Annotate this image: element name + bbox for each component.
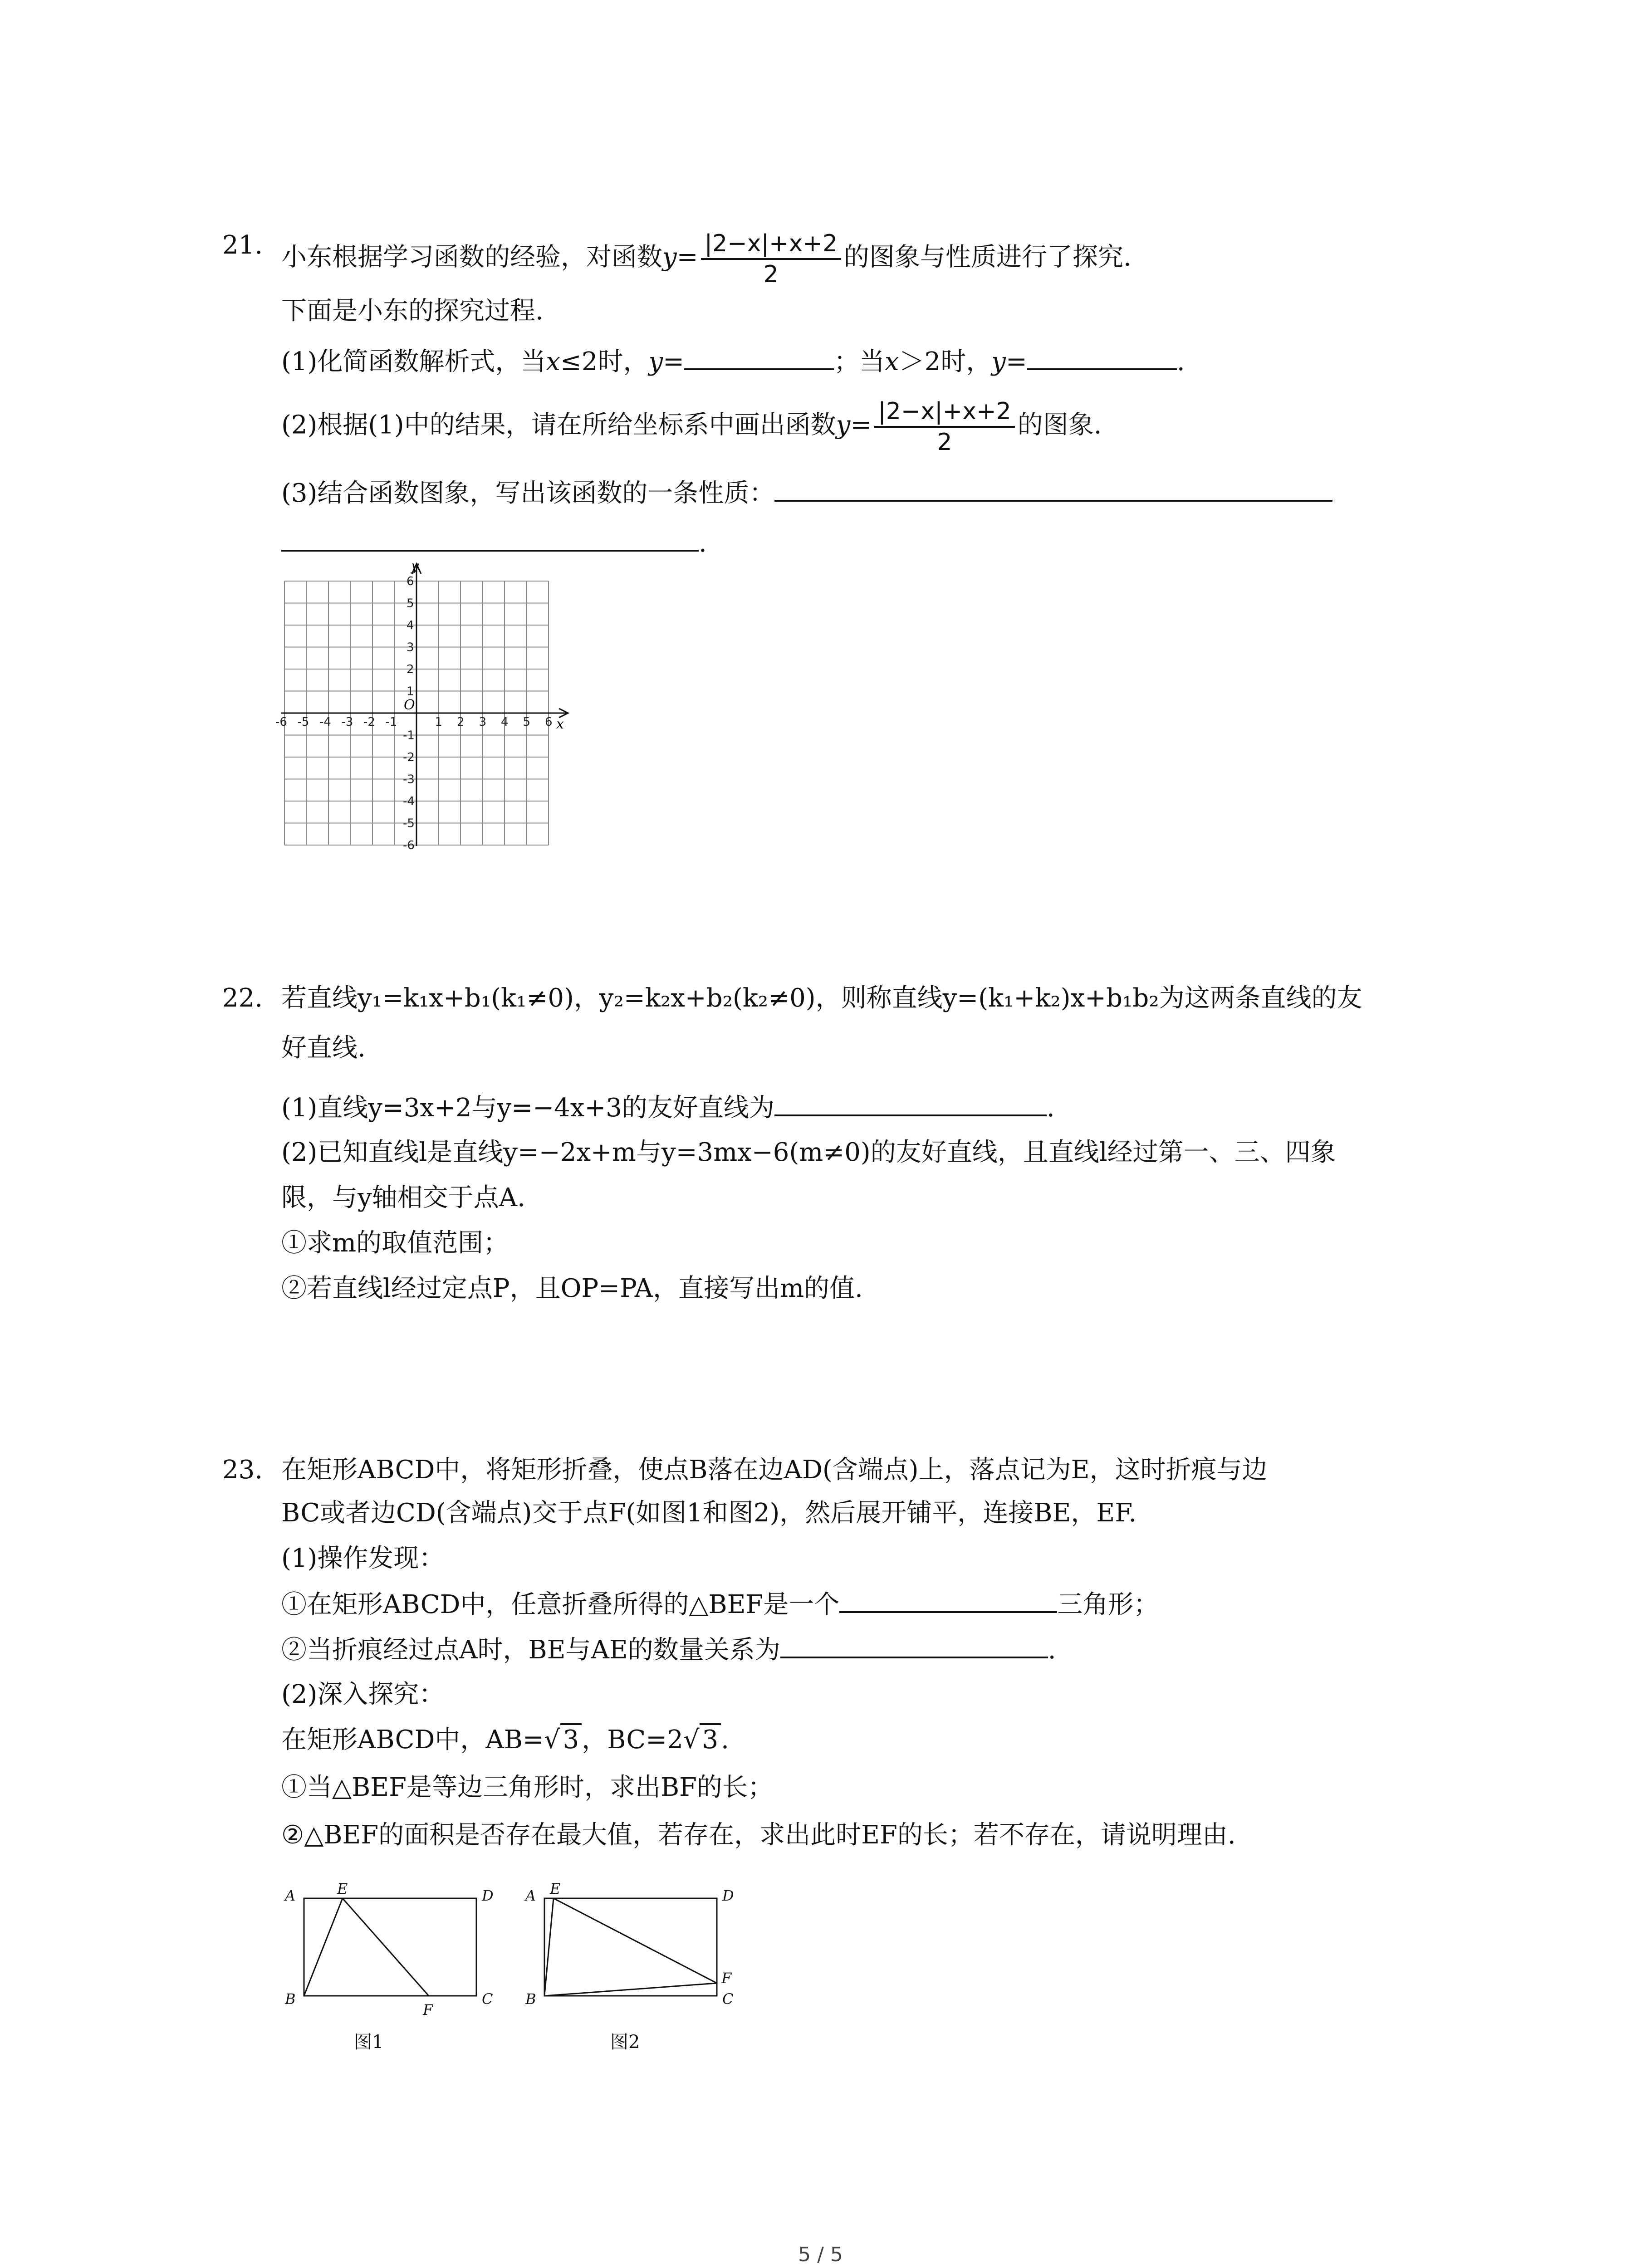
- q21-p2-b: 的图象.: [1017, 410, 1102, 440]
- q22-l3-a: (1)直线y=3x+2与y=−4x+3的友好直线为: [281, 1093, 774, 1123]
- q23-line2: BC或者边CD(含端点)交于点F(如图1和图2)，然后展开铺平，连接BE，EF.: [281, 1498, 1137, 1528]
- origin-label: O: [404, 697, 415, 713]
- label-c: C: [482, 1990, 493, 2008]
- sqrt-3-a: √ 3: [544, 1724, 582, 1756]
- q21-p1-a: (1)化简函数解析式，当: [281, 347, 546, 376]
- q22-part2: (2)已知直线l是直线y=−2x+m与y=3mx−6(m≠0)的友好直线，且直线l经过第一、三、四象: [281, 1138, 1336, 1167]
- q22-answer-blank[interactable]: [774, 1091, 1047, 1116]
- q21-answer-blank-3[interactable]: [774, 476, 1332, 502]
- y-tick-label: -4: [403, 795, 415, 808]
- q22-l3-end: .: [1046, 1093, 1055, 1123]
- segment-be: [304, 1898, 343, 1996]
- y-tick-label: 6: [407, 575, 414, 588]
- q23-l7-a: 在矩形ABCD中，AB=: [281, 1725, 544, 1755]
- figure-1-caption: 图1: [354, 2032, 384, 2053]
- y-tick-label: 4: [407, 619, 414, 632]
- y-tick-label: 1: [407, 684, 414, 699]
- q21-p1-var: x: [546, 347, 560, 376]
- q21-p3-a: (3)结合函数图象，写出该函数的一条性质：: [281, 479, 775, 508]
- q21-p1-eq2: =: [1005, 347, 1027, 376]
- q21-frac-den: 2: [763, 261, 779, 288]
- q21-answer-blank-4[interactable]: [281, 526, 699, 552]
- q23-figure-1: [277, 1882, 495, 2019]
- label-e: E: [550, 1880, 561, 1897]
- q21-coordinate-grid[interactable]: [275, 558, 576, 852]
- q21-fraction: [701, 229, 841, 289]
- x-tick-label: 6: [545, 715, 553, 729]
- q23-number: 23.: [222, 1455, 263, 1485]
- q21-stem-var: y: [662, 242, 677, 272]
- label-d: D: [482, 1887, 494, 1904]
- q21-p2-fraction: [874, 397, 1014, 457]
- x-tick-label: -2: [363, 715, 375, 729]
- q21-p1-y: y: [648, 347, 663, 376]
- figure-2-caption: 图2: [610, 2032, 640, 2053]
- q22-sub1: ①求m的取值范围；: [281, 1228, 509, 1258]
- label-c: C: [722, 1990, 734, 2008]
- q23-l4-b: 三角形；: [1057, 1590, 1159, 1619]
- q23-part2-heading: (2)深入探究：: [281, 1680, 445, 1709]
- q21-line2: 下面是小东的探究过程.: [281, 296, 544, 326]
- y-tick-label: -5: [403, 816, 415, 831]
- q23-l5-a: ②当折痕经过点A时，BE与AE的数量关系为: [281, 1635, 780, 1665]
- label-a: A: [285, 1887, 296, 1904]
- label-f: F: [721, 1970, 732, 1987]
- q23-l5-end: .: [1048, 1635, 1056, 1665]
- x-tick-label: 2: [457, 715, 465, 729]
- label-b: B: [525, 1990, 536, 2008]
- q21-stem: [281, 229, 1132, 289]
- segment-bf: [544, 1983, 717, 1996]
- rectangle-abcd: [304, 1898, 476, 1996]
- q21-part2: [281, 397, 1102, 457]
- q21-p2-var: y: [836, 410, 851, 440]
- q21-p2-frac-num: |2−x|+x+2: [874, 397, 1014, 428]
- segment-ef: [554, 1898, 717, 1983]
- x-tick-label: -5: [297, 715, 309, 729]
- label-f: F: [423, 2001, 433, 2019]
- q21-stem-a: 小东根据学习函数的经验，对函数: [281, 242, 662, 272]
- q22-sub2: ②若直线l经过定点P，且OP=PA，直接写出m的值.: [281, 1274, 863, 1303]
- q23-sub4: ②△BEF的面积是否存在最大值，若存在，求出此时EF的长；若不存在，请说明理由.: [281, 1820, 1236, 1850]
- q23-sub2: [281, 1633, 1056, 1667]
- y-tick-label: -2: [403, 751, 415, 764]
- q23-l7-end: .: [721, 1725, 729, 1755]
- q23-answer-blank-2[interactable]: [780, 1633, 1048, 1658]
- segment-be: [544, 1898, 554, 1996]
- x-tick-label: 4: [501, 715, 509, 729]
- y-tick-label: -3: [403, 772, 415, 787]
- q22-part1: [281, 1091, 1055, 1124]
- q23-part1-heading: (1)操作发现：: [281, 1544, 445, 1573]
- page-number: 5 / 5: [798, 2243, 843, 2266]
- q21-number: 21.: [222, 230, 263, 260]
- q23-answer-blank-1[interactable]: [839, 1588, 1057, 1613]
- q21-p2-a: (2)根据(1)中的结果，请在所给坐标系中画出函数: [281, 410, 836, 440]
- label-e: E: [337, 1880, 348, 1897]
- x-tick-label: 5: [523, 715, 531, 729]
- q21-stem-b: 的图象与性质进行了探究.: [844, 242, 1132, 272]
- q22-line2: 好直线.: [281, 1033, 366, 1063]
- q22-part2-cont: 限，与y轴相交于点A.: [281, 1183, 525, 1212]
- q21-p1-eq: =: [663, 347, 685, 376]
- y-tick-label: -1: [403, 728, 415, 743]
- q22-number: 22.: [222, 983, 263, 1013]
- y-tick-label: 3: [407, 640, 414, 655]
- q21-p1-b: ≤2时，: [560, 347, 649, 376]
- q23-sub3: ①当△BEF是等边三角形时，求出BF的长；: [281, 1773, 773, 1802]
- q21-answer-blank-1[interactable]: [684, 345, 834, 370]
- q23-l7-b: ，BC=2: [582, 1725, 683, 1755]
- y-axis-label: y: [411, 558, 419, 574]
- sqrt-3-b: √ 3: [683, 1724, 721, 1756]
- q21-p1-var2: x: [885, 347, 899, 376]
- x-tick-label: -1: [385, 715, 397, 729]
- y-tick-label: 5: [407, 596, 414, 611]
- label-b: B: [285, 1990, 296, 2008]
- q23-figure-2: [517, 1882, 735, 2019]
- label-d: D: [722, 1887, 734, 1904]
- x-axis-label: x: [556, 716, 564, 732]
- segment-ef: [343, 1898, 429, 1996]
- label-a: A: [525, 1887, 536, 1904]
- q21-stem-eq: =: [676, 242, 698, 272]
- q21-p2-eq: =: [850, 410, 872, 440]
- q21-p1-end: .: [1176, 347, 1185, 376]
- q23-given: [281, 1724, 729, 1756]
- q21-part3: [281, 476, 1332, 510]
- q22-line1: 若直线y₁=k₁x+b₁(k₁≠0)，y₂=k₂x+b₂(k₂≠0)，则称直线y=(k₁+k₂)x+b₁b₂为这两条直线的友: [281, 983, 1362, 1013]
- x-tick-label: 3: [479, 715, 487, 729]
- q21-p1-d: ＞2时，: [899, 347, 992, 376]
- rectangle-abcd: [544, 1898, 717, 1996]
- x-tick-label: 1: [435, 715, 443, 729]
- q21-p3-end: .: [699, 528, 707, 558]
- q21-frac-num: |2−x|+x+2: [701, 229, 841, 260]
- x-tick-label: -6: [275, 715, 287, 729]
- q21-part1: [281, 345, 1185, 378]
- q21-p2-frac-den: 2: [937, 429, 952, 456]
- q23-l4-a: ①在矩形ABCD中，任意折叠所得的△BEF是一个: [281, 1590, 840, 1619]
- x-tick-label: -4: [319, 715, 331, 729]
- y-tick-label: -6: [403, 839, 415, 852]
- q21-p1-c: ；当: [834, 347, 885, 376]
- q21-part3-cont: [281, 526, 707, 560]
- x-tick-label: -3: [341, 715, 353, 729]
- q21-answer-blank-2[interactable]: [1027, 345, 1177, 370]
- y-tick-label: 2: [407, 663, 414, 676]
- q23-line1: 在矩形ABCD中，将矩形折叠，使点B落在边AD(含端点)上，落点记为E，这时折痕与边: [281, 1455, 1268, 1485]
- q23-sub1: [281, 1588, 1159, 1621]
- q21-p1-y2: y: [991, 347, 1006, 376]
